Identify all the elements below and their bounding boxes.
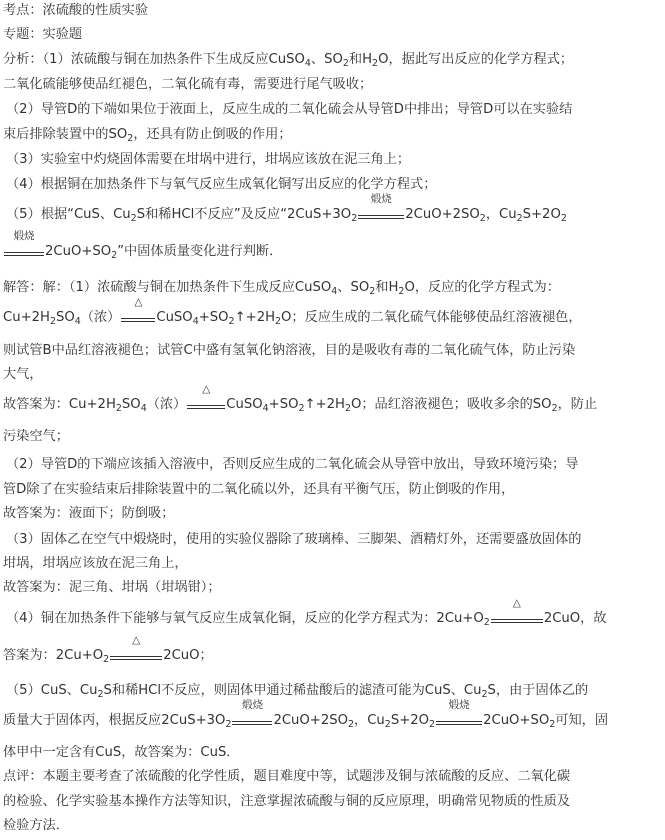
comment-line-3: 检验方法． — [3, 818, 69, 833]
heat-condition-sign: △ — [110, 648, 162, 660]
answer-line-11: 坩埚，坩埚应该放在泥三角上， — [3, 556, 188, 571]
analysis-line-4: 束后排除装置中的$SO_2$，还具有防止倒吸的作用； — [3, 127, 292, 144]
answer-key-1: 故答案为：$Cu+2H_2SO_4$（浓） △ $CuSO_4+SO_2↑+2H_2O$；品红溶液褪色；吸收多余的$SO_2$，防止 — [3, 383, 598, 414]
answer-key-2: 故答案为：液面下；防倒吸； — [3, 506, 175, 521]
analysis-line-7: （5）根据“CuS、$Cu_2S$和稀HCl不反应”及反应“$2CuS+3O_2$ 煅烧 $2CuO+2SO_2$，$Cu_2S+2O_2$ — [6, 193, 567, 224]
answer-line-4: 大气， — [3, 367, 43, 382]
answer-line-8: 管D除了在实验结束后排除装置中的二氧化硫以外，还具有平衡气压，防止倒吸的作用， — [3, 482, 515, 497]
kaodian-line: 考点：浓硫酸的性质实验 — [3, 3, 149, 18]
answer-line-3: 则试管B中品红溶液褪色；试管C中盛有氢氧化钠溶液，目的是吸收有毒的二氧化硫气体，防止污染 — [3, 343, 576, 358]
answer-key-4: 答案为：$2Cu+O_2$ △ 2CuO； — [3, 634, 213, 665]
analysis-line-8: 煅烧 $2CuO+SO_2$”中固体质量变化进行判断． — [3, 243, 282, 261]
answer-key-3: 故答案为：泥三角、坩埚（坩埚钳）； — [3, 580, 221, 595]
heat-condition-sign: △ — [491, 611, 543, 623]
comment-line-2: 的检验、化学实验基本操作方法等知识，注意掌握浓硫酸与铜的反应原理，明确常见物质的性质及 — [3, 794, 571, 809]
heat-condition-sign: △ — [187, 397, 225, 409]
calcine-condition-sign: 煅烧 — [4, 244, 44, 256]
answer-line-1: 解答：解：（1）浓硫酸与铜在加热条件下生成反应CuSO$_4$、$SO_2$和$H_2O$，反应的化学方程式为： — [3, 280, 560, 297]
calcine-condition-sign: 煅烧 — [358, 207, 404, 219]
analysis-line-5: （3）实验室中灼烧固体需要在坩埚中进行，坩埚应该放在泥三角上； — [6, 152, 411, 167]
analysis-line-2: 二氧化硫能够使品红褪色，二氧化硫有毒，需要进行尾气吸收； — [3, 77, 373, 92]
answer-line-6: 污染空气； — [3, 429, 69, 444]
zhuanti-line: 专题：实验题 — [3, 27, 83, 42]
answer-line-10: （3）固体乙在空气中煅烧时，使用的实验仪器除了玻璃棒、三脚架、酒精灯外，还需要盛放固体的 — [6, 532, 582, 547]
answer-line-17: 体甲中一定含有CuS，故答案为：CuS． — [3, 745, 240, 760]
calcine-condition-sign: 煅烧 — [436, 713, 482, 725]
answer-line-16: 质量大于固体丙，根据反应$2CuS+3O_2$ 煅烧 $2CuO+2SO_2$，$Cu_2S+2O_2$ 煅烧 $2CuO+SO_2$可知，固 — [3, 699, 609, 730]
analysis-line-6: （4）根据铜在加热条件下与氧气反应生成氧化铜写出反应的化学方程式； — [6, 177, 437, 192]
answer-line-13: （4）铜在加热条件下能够与氧气反应生成氧化铜，反应的化学方程式为：$2Cu+O_2$ △ 2CuO，故 — [6, 597, 607, 628]
analysis-line-3: （2）导管D的下端如果位于液面上，反应生成的二氧化硫会从导管D中排出；导管D可以在实验结 — [6, 102, 573, 117]
analysis-line-1: 分析：（1）浓硫酸与铜在加热条件下生成反应CuSO$_4$、$SO_2$和$H_2O$，据此写出反应的化学方程式； — [3, 52, 574, 69]
calcine-condition-sign: 煅烧 — [232, 713, 272, 725]
answer-line-15: （5）CuS、$Cu_2S$和稀HCl不反应，则固体甲通过稀盐酸后的滤渣可能为CuS、$Cu_2S$，由于固体乙的 — [6, 683, 589, 700]
answer-line-7: （2）导管D的下端应该插入溶液中，否则反应生成的二氧化硫会从导管中放出，导致环境污染；导 — [6, 457, 579, 472]
answer-equation-1: $Cu+2H_2SO_4$（浓） △ $CuSO_4+SO_2↑+2H_2O$；反应生成的二氧化硫气体能够使品红溶液褪色， — [3, 296, 582, 327]
comment-line-1: 点评：本题主要考查了浓硫酸的化学性质，题目难度中等，试题涉及铜与浓硫酸的反应、二氧化碳 — [3, 769, 571, 784]
heat-condition-sign: △ — [121, 310, 155, 322]
